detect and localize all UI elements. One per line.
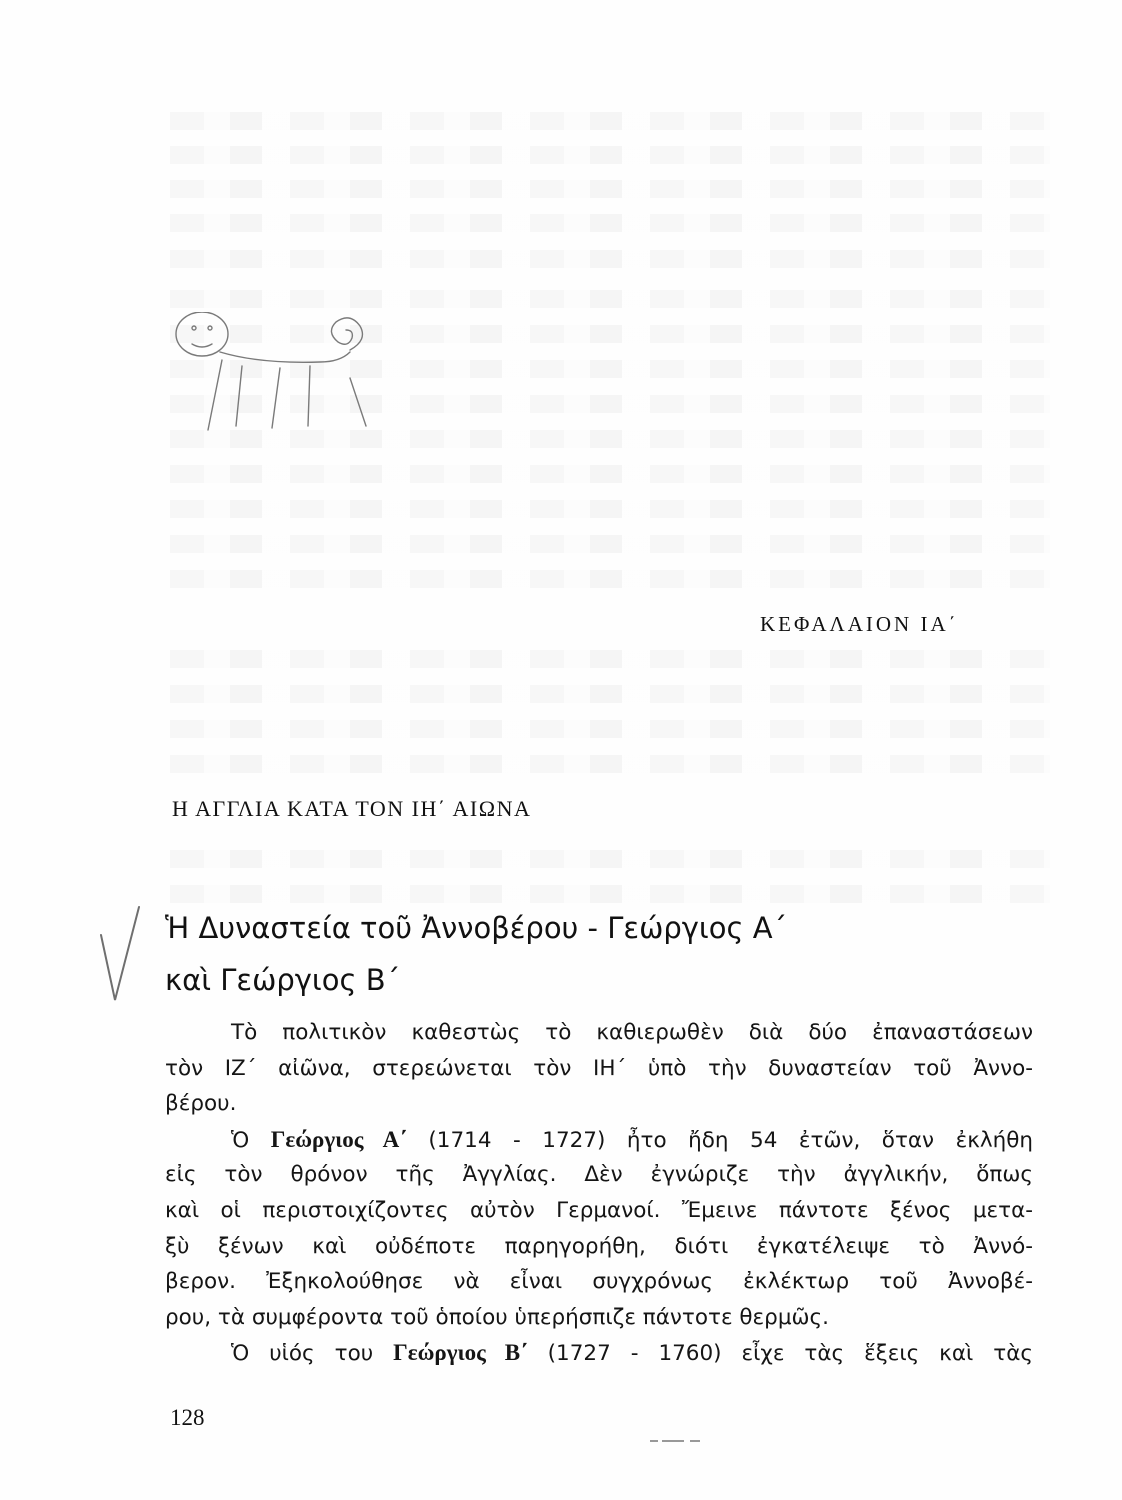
text-line: εἰς τὸν θρόνον τῆς Ἀγγλίας. Δὲν ἐγνώριζε τὴν ἀγγλικήν, ὅπως (165, 1162, 1033, 1188)
bleed-through-line (170, 180, 1050, 198)
person-name: Γεώργιος Α΄ (270, 1126, 407, 1152)
bleed-through-line (170, 465, 1050, 483)
pencil-check-mark-icon (95, 905, 145, 1005)
bleed-through-line (170, 500, 1050, 518)
bleed-through-line (170, 885, 1050, 903)
text-run: (1727 - 1760) εἶχε τὰς ἕξεις καὶ τὰς (547, 1341, 1033, 1367)
pencil-doodle-icon (170, 312, 400, 442)
person-name: Γεώργιος Β΄ (393, 1340, 528, 1366)
section-heading: Η ΑΓΓΛΙΑ ΚΑΤΑ ΤΟΝ ΙΗ΄ ΑΙΩΝΑ (172, 796, 532, 821)
bleed-through-line (170, 214, 1050, 232)
bleed-through-line (170, 112, 1050, 130)
text-line: ρου, τὰ συμφέροντα τοῦ ὁποίου ὑπερήσπιζε πάντοτε θερμῶς. (165, 1304, 829, 1330)
scan-speck-icon (650, 1438, 702, 1444)
page-number: 128 (170, 1405, 205, 1430)
article-title (165, 902, 865, 1006)
bleed-through-line (170, 250, 1050, 268)
text-line: βέρου. (165, 1091, 237, 1117)
chapter-label: ΚΕΦΑΛΑΙΟΝ ΙΑ΄ (760, 612, 959, 636)
text-line (165, 1122, 1033, 1158)
bleed-through-line (170, 570, 1050, 588)
article-title-line: Ἡ Δυναστεία τοῦ Ἀννοβέρου - Γεώργιος Α΄ (165, 911, 788, 945)
bleed-through-line (170, 720, 1050, 738)
article-title-line: καὶ Γεώργιος Β΄ (165, 963, 401, 997)
text-line: ξὺ ξένων καὶ οὐδέποτε παρηγορήθη, διότι ἐγκατέλειψε τὸ Ἀννό- (165, 1233, 1033, 1259)
bleed-through-line (170, 535, 1050, 553)
text-line (165, 1335, 1033, 1371)
text-line: τὸν ΙΖ΄ αἰῶνα, στερεώνεται τὸν ΙΗ΄ ὑπὸ τὴν δυναστείαν τοῦ Ἀννο- (165, 1055, 1033, 1081)
body-text (165, 1015, 1033, 1371)
text-line: βερον. Ἐξηκολούθησε νὰ εἶναι συγχρόνως ἐκλέκτωρ τοῦ Ἀννοβέ- (165, 1269, 1033, 1295)
text-line: Τὸ πολιτικὸν καθεστὼς τὸ καθιερωθὲν διὰ δύο ἐπαναστάσεων (231, 1020, 1033, 1045)
text-run: Ὁ (231, 1127, 250, 1153)
text-line: καὶ οἱ περιστοιχίζοντες αὐτὸν Γερμανοί. Ἔμεινε πάντοτε ξένος μετα- (165, 1197, 1033, 1223)
bleed-through-line (170, 850, 1050, 868)
bleed-through-line (170, 290, 1050, 308)
bleed-through-line (170, 685, 1050, 703)
bleed-through-line (170, 755, 1050, 773)
text-run: Ὁ υἱός του (231, 1341, 374, 1367)
text-run: (1714 - 1727) ἦτο ἤδη 54 ἐτῶν, ὅταν ἐκλήθη (428, 1127, 1034, 1153)
bleed-through-line (170, 146, 1050, 164)
bleed-through-line (170, 650, 1050, 668)
